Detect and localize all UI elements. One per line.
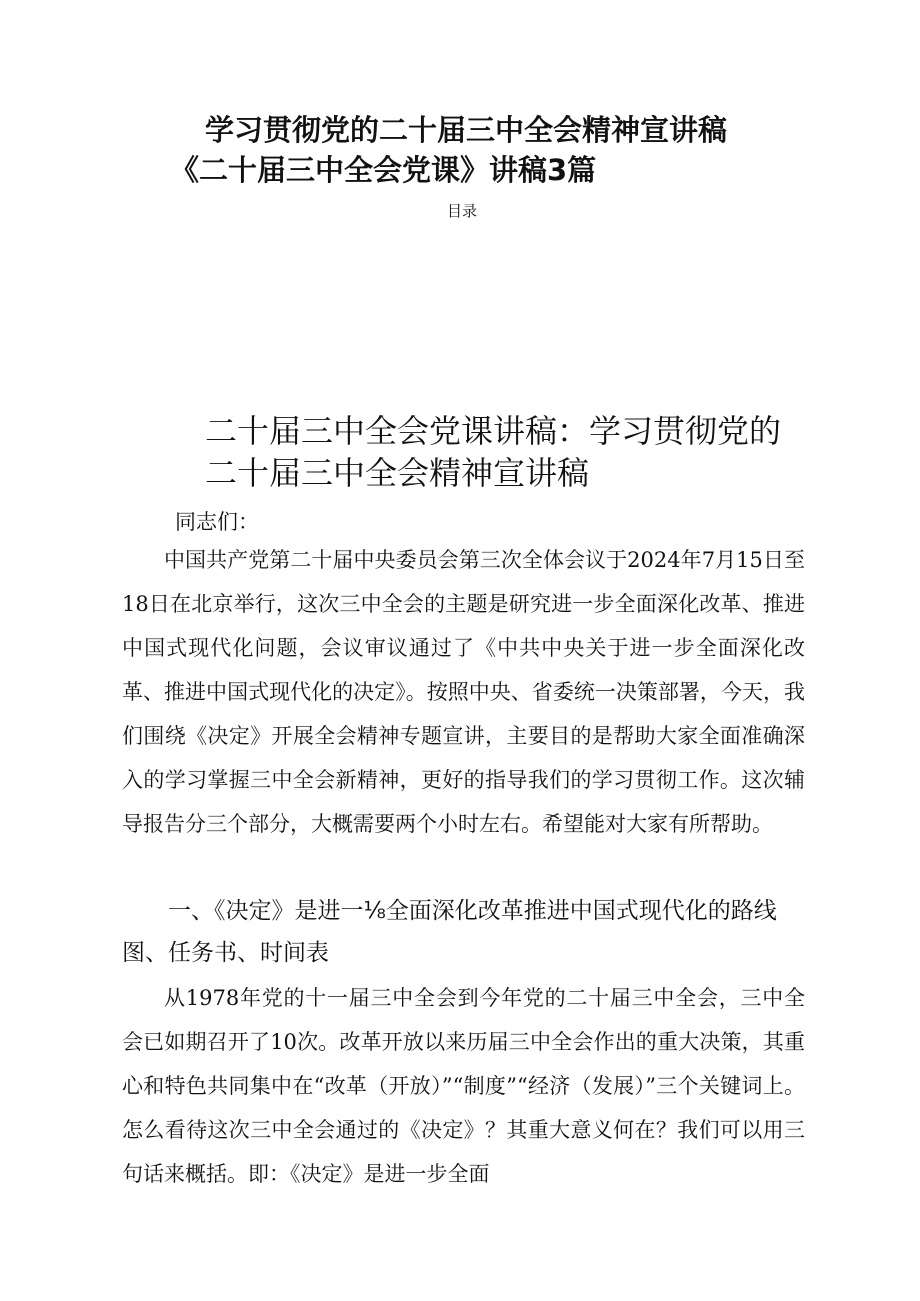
section-title-line2: 二十届三中全会精神宣讲稿 (205, 454, 590, 492)
paragraph-intro: 中国共产党第二十届中央委员会第三次全体会议于2024年7月15日至18日在北京举行，这次三中全会的主题是研究进一步全面深化改革、推进中国式现代化问题，会议审议通过了《中共中央关于进一步全面深化改革、推进中国式现代化的决定》。按照中央、省委统一决策部署，今天，我们围绕《决定》开展全会精神专题宣讲，主要目的是帮助大家全面准确深入的学习掌握三中全会新精神，更好的指导我们的学习贯彻工作。这次辅导报告分三个部分，大概需要两个小时左右。希望能对大家有所帮助。 (122, 548, 805, 836)
heading-part-one: 一、《决定》是进一⅛全面深化改革推进中国式现代化的路线图、任务书、时间表 (122, 898, 777, 966)
table-of-contents-label: 目录 (447, 202, 478, 220)
document-title-line2: 《二十届三中全会党课》讲稿3篇 (170, 153, 597, 187)
greeting: 同志们： (175, 510, 259, 534)
document-title-line1: 学习贯彻党的二十届三中全会精神宣讲稿 (205, 113, 728, 147)
section-title-line1: 二十届三中全会党课讲稿：学习贯彻党的 (205, 412, 782, 450)
paragraph-history: 从1978年党的十一届三中全会到今年党的二十届三中全会，三中全会已如期召开了10次。改革开放以来历届三中全会作出的重大决策，其重心和特色共同集中在“改革（开放）”“制度”“经济（发展）”三个关键词上。怎么看待这次三中全会通过的《决定》？其重大意义何在？我们可以用三句话来概括。即：《决定》是进一步全面 (122, 986, 805, 1186)
